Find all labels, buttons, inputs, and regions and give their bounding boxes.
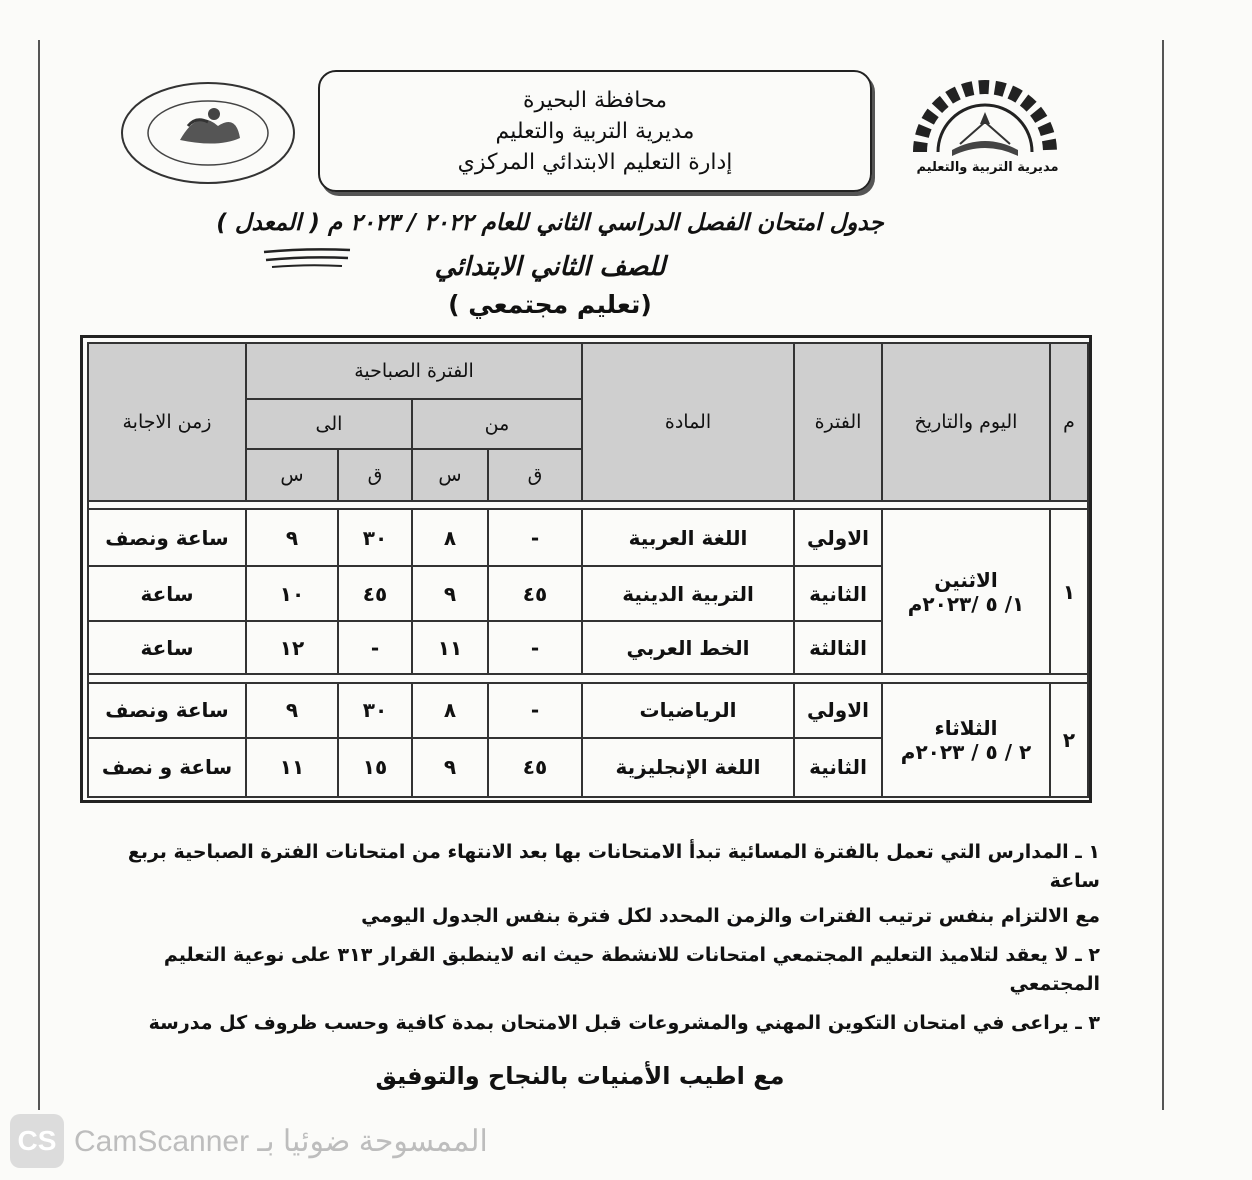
notes-section (100, 838, 1100, 1048)
duration-cell: ساعة (88, 566, 246, 621)
grade-title: للصف الثاني الابتدائي (434, 252, 666, 282)
from-hours-cell: ٩ (412, 566, 488, 621)
directorate-seal-logo (118, 78, 298, 188)
header-duration: زمن الاجابة (88, 343, 246, 501)
header-num: م (1050, 343, 1088, 501)
duration-cell: ساعة (88, 621, 246, 674)
to-hours-cell: ١٠ (246, 566, 338, 621)
note-3: ٣ ـ يراعى في امتحان التكوين المهني والمشروعات قبل الامتحان بمدة كافية وحسب ظروف كل مدرسة (148, 1012, 1100, 1034)
from-minutes-cell: - (488, 683, 582, 738)
header-box (318, 70, 872, 192)
period-cell: الثانية (794, 566, 882, 621)
duration-cell: ساعة ونصف (88, 683, 246, 738)
exam-date: ١/ ٥ /٢٠٢٣م (907, 591, 1025, 616)
camscanner-watermark (10, 1113, 488, 1169)
header-from: من (412, 399, 582, 449)
header-morning: الفترة الصباحية (246, 343, 582, 399)
to-hours-cell: ٩ (246, 683, 338, 738)
note-1-continued: مع الالتزام بنفس ترتيب الفترات والزمن المحدد لكل فترة بنفس الجدول اليومي (361, 905, 1100, 927)
subject-cell: اللغة الإنجليزية (582, 738, 794, 797)
schedule-table-frame (80, 335, 1092, 803)
subject-cell: الرياضيات (582, 683, 794, 738)
header-from-hours: س (412, 449, 488, 501)
header-subject: المادة (582, 343, 794, 501)
day-number: ٢ (1050, 683, 1088, 797)
header-from-minutes: ق (488, 449, 582, 501)
day-date-cell (882, 683, 1050, 797)
period-cell: الثانية (794, 738, 882, 797)
from-hours-cell: ٨ (412, 683, 488, 738)
day-date-cell (882, 509, 1050, 674)
schedule-title (150, 210, 950, 236)
day-name: الثلاثاء (934, 715, 998, 740)
period-cell: الثالثة (794, 621, 882, 674)
page-edge-right (1162, 40, 1164, 1110)
to-minutes-cell: ٤٥ (338, 566, 412, 621)
header-to-hours: س (246, 449, 338, 501)
from-minutes-cell: ٤٥ (488, 566, 582, 621)
to-minutes-cell: ١٥ (338, 738, 412, 797)
to-hours-cell: ١٢ (246, 621, 338, 674)
from-hours-cell: ١١ (412, 621, 488, 674)
from-minutes-cell: - (488, 621, 582, 674)
from-hours-cell: ٩ (412, 738, 488, 797)
note-1: ١ ـ المدارس التي تعمل بالفترة المسائية تبدأ الامتحانات بها بعد الانتهاء من امتحانات الفترة الصباحية بربع ساعة (127, 841, 1100, 892)
schedule-title-text: جدول امتحان الفصل الدراسي الثاني للعام ٢٠٢٢ / ٢٠٢٣ م (327, 210, 884, 236)
header-day-date: اليوم والتاريخ (882, 343, 1050, 501)
camscanner-text: CamScanner الممسوحة ضوئيا بـ (74, 1124, 488, 1158)
exam-date: ٢ / ٥ / ٢٠٢٣م (900, 739, 1032, 764)
note-2: ٢ ـ لا يعقد لتلاميذ التعليم المجتمعي امتحانات للانشطة حيث انه لاينطبق القرار ٣١٣ على نوعية التعليم المجتمعي (163, 944, 1100, 995)
period-cell: الاولي (794, 683, 882, 738)
from-hours-cell: ٨ (412, 509, 488, 566)
camscanner-icon: CS (10, 1114, 64, 1168)
closing-wishes: مع اطيب الأمنيات بالنجاح والتوفيق (375, 1062, 785, 1090)
table-row (88, 683, 1088, 738)
education-type-title: (تعليم مجتمعي ) (448, 290, 652, 319)
header-period: الفترة (794, 343, 882, 501)
to-minutes-cell: - (338, 621, 412, 674)
header-administration: إدارة التعليم الابتدائي المركزي (457, 149, 733, 175)
table-row (88, 509, 1088, 566)
duration-cell: ساعة ونصف (88, 509, 246, 566)
to-minutes-cell: ٣٠ (338, 509, 412, 566)
from-minutes-cell: ٤٥ (488, 738, 582, 797)
day-number: ١ (1050, 509, 1088, 674)
to-minutes-cell: ٣٠ (338, 683, 412, 738)
from-minutes-cell: - (488, 509, 582, 566)
period-cell: الاولي (794, 509, 882, 566)
duration-cell: ساعة و نصف (88, 738, 246, 797)
header-governorate: محافظة البحيرة (523, 87, 667, 113)
gear-logo-caption: مديرية التربية والتعليم (916, 160, 1059, 175)
subject-cell: الخط العربي (582, 621, 794, 674)
day-name: الاثنين (934, 567, 998, 592)
header-to: الى (246, 399, 412, 449)
amended-badge: ( المعدل ) (216, 210, 320, 236)
header-to-minutes: ق (338, 449, 412, 501)
subject-cell: اللغة العربية (582, 509, 794, 566)
page-edge-left (38, 40, 40, 1110)
to-hours-cell: ١١ (246, 738, 338, 797)
exam-schedule-table (87, 342, 1089, 798)
subject-cell: التربية الدينية (582, 566, 794, 621)
header-directorate: مديرية التربية والتعليم (495, 118, 695, 144)
to-hours-cell: ٩ (246, 509, 338, 566)
